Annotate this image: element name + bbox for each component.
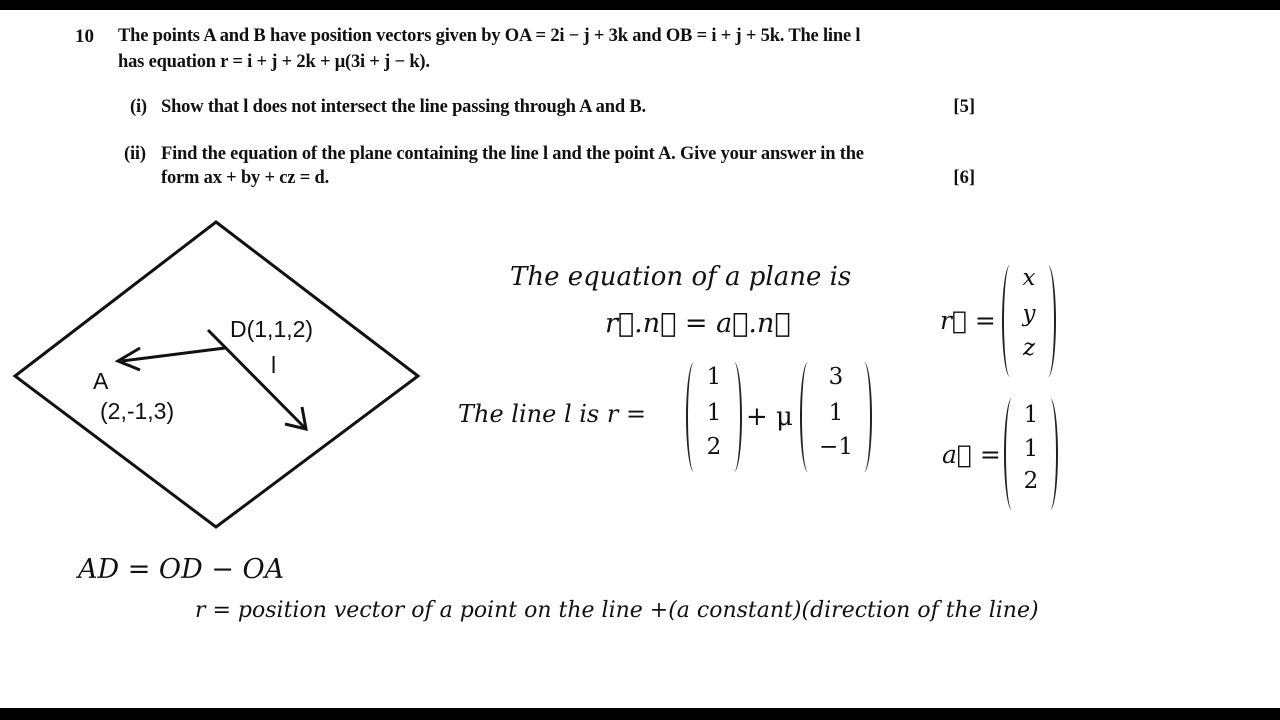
plus-mu: + μ	[746, 402, 793, 432]
line-direction-y: 1	[828, 400, 844, 426]
line-definition: r = position vector of a point on the line +(a constant)(direction of the line)	[195, 598, 1039, 623]
part-ii-marks: [6]	[953, 168, 975, 188]
line-direction-z: −1	[819, 434, 853, 460]
line-direction-x: 3	[828, 364, 844, 390]
part-i-label: (i)	[130, 97, 147, 117]
plane-equation-title: The equation of a plane is	[510, 262, 852, 292]
line-l-label: l	[271, 352, 277, 378]
r-vector	[1002, 265, 1056, 377]
a-vector-z: 2	[1023, 468, 1039, 494]
line-point-vector	[686, 362, 742, 472]
a-vector-x: 1	[1023, 402, 1039, 428]
worksheet-page	[0, 10, 1280, 708]
line-l-intro: The line l is r =	[458, 400, 647, 428]
line-point-y: 1	[706, 400, 722, 426]
part-ii-text-line-2: form ax + by + cz = d.	[161, 168, 330, 188]
part-i-marks: [5]	[953, 97, 975, 117]
a-vector-label: a⃗ =	[942, 440, 1001, 469]
question-number: 10	[75, 26, 94, 47]
arrow-line-l	[208, 330, 305, 428]
part-ii-label: (ii)	[124, 144, 146, 164]
line-point-x: 1	[706, 364, 722, 390]
question-intro-line-2: has equation r = i + j + 2k + μ(3i + j − k).	[118, 52, 430, 72]
point-d-label: D(1,1,2)	[230, 316, 314, 342]
plane-equation: r⃗.n⃗ = a⃗.n⃗	[605, 308, 791, 339]
part-i-text: Show that l does not intersect the line passing through A and B.	[161, 97, 646, 117]
r-vector-x: x	[1022, 265, 1036, 291]
a-vector-y: 1	[1023, 436, 1039, 462]
part-ii-text-line-1: Find the equation of the plane containing the line l and the point A. Give your answer in the	[161, 144, 864, 164]
line-point-z: 2	[706, 434, 722, 460]
point-a-label: A	[93, 368, 109, 394]
question-intro-line-1: The points A and B have position vectors given by OA = 2i − j + 3k and OB = i + j + 5k. The line l	[118, 26, 861, 46]
point-a-coords: (2,-1,3)	[100, 398, 175, 424]
a-vector	[1004, 398, 1058, 510]
line-direction-vector	[800, 362, 872, 472]
ad-equation: AD = OD − OA	[78, 554, 285, 585]
r-vector-label: r⃗ =	[940, 306, 996, 335]
r-vector-z: z	[1022, 335, 1036, 361]
r-vector-y: y	[1022, 301, 1036, 327]
plane-outline	[15, 222, 418, 527]
